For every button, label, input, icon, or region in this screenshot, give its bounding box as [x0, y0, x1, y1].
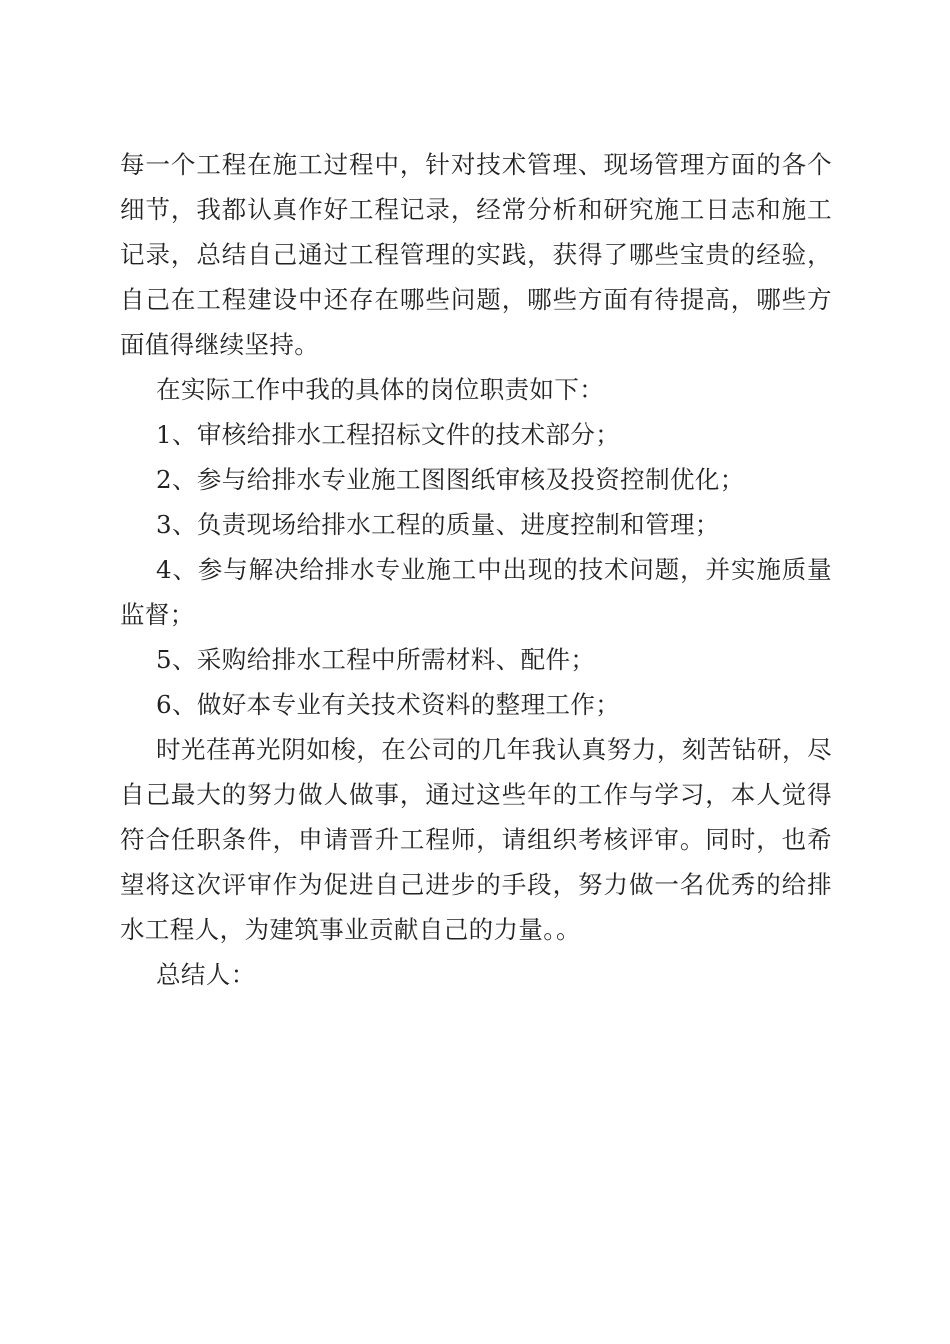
paragraph-duties-intro: 在实际工作中我的具体的岗位职责如下： [156, 375, 605, 404]
duty-item-3: 3、负责现场给排水工程的质量、进度控制和管理； [156, 510, 720, 539]
signature-label: 总结人： [156, 960, 256, 989]
duty-item-1: 1、审核给排水工程招标文件的技术部分； [156, 420, 621, 449]
duty-item-4: 4、参与解决给排水专业施工中出现的技术问题，并实施质量监督； [120, 555, 832, 629]
paragraph-work-records: 每一个工程在施工过程中，针对技术管理、现场管理方面的各个细节，我都认真作好工程记录，经常分析和研究施工日志和施工记录，总结自己通过工程管理的实践，获得了哪些宝贵的经验，自己在工程建设中还存在哪些问题，哪些方面有待提高，哪些方面值得继续坚持。 [120, 150, 832, 359]
duty-item-6: 6、做好本专业有关技术资料的整理工作； [156, 690, 621, 719]
paragraph-conclusion: 时光荏苒光阴如梭，在公司的几年我认真努力，刻苦钻研，尽自己最大的努力做人做事，通过这些年的工作与学习，本人觉得符合任职条件，申请晋升工程师，请组织考核评审。同时，也希望将这次评审作为促进自己进步的手段，努力做一名优秀的给排水工程人，为建筑事业贡献自己的力量。。 [120, 735, 832, 944]
document-body [120, 142, 832, 997]
duty-item-5: 5、采购给排水工程中所需材料、配件； [156, 645, 596, 674]
duty-item-2: 2、参与给排水专业施工图图纸审核及投资控制优化； [156, 465, 745, 494]
